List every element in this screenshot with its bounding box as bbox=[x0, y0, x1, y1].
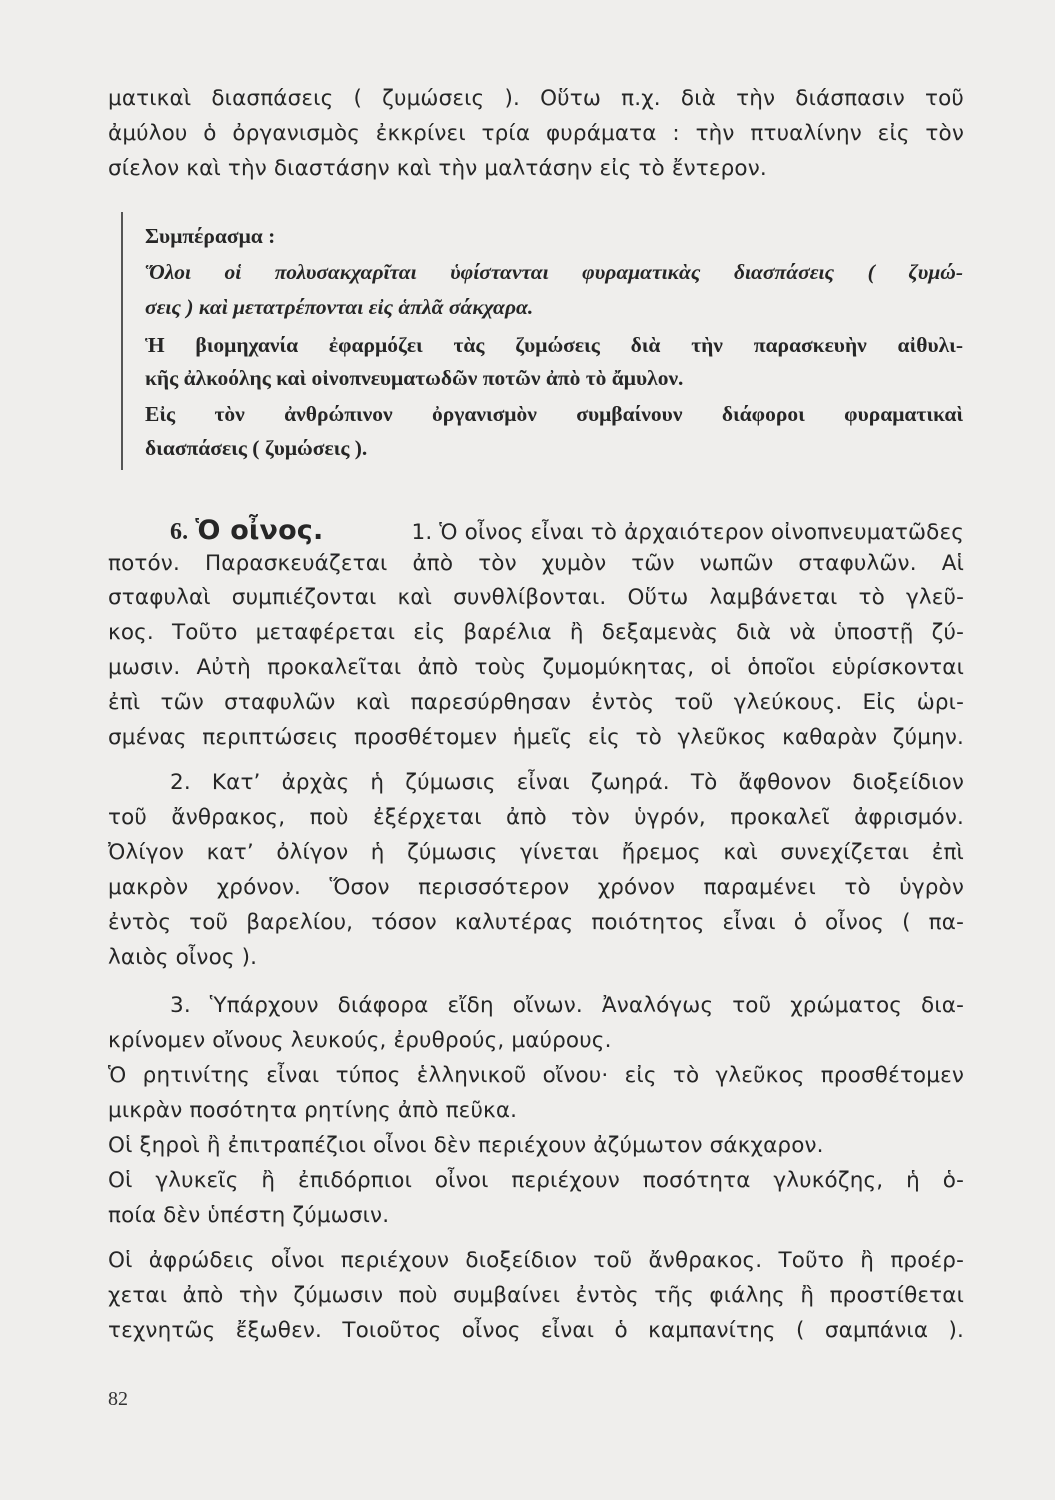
summary-title: Συμπέρασμα : bbox=[145, 224, 276, 248]
body-line: Ὁ ρητινίτης εἶναι τύπος ἑλληνικοῦ οἴνου· εἰς τὸ γλεῦκος προσθέτομεν bbox=[108, 1063, 964, 1088]
body-line: χεται ἀπὸ τὴν ζύμωσιν ποὺ συμβαίνει ἐντὸς τῆς φιάλης ἢ προστίθεται bbox=[108, 1283, 964, 1308]
body-line: κος. Τοῦτο μεταφέρεται εἰς βαρέλια ἢ δεξαμενὰς διὰ νὰ ὑποστῇ ζύ- bbox=[108, 620, 964, 645]
intro-line: ἀμύλου ὁ ὀργανισμὸς ἐκκρίνει τρία φυράματα : τὴν πτυαλίνην εἰς τὸν bbox=[108, 121, 964, 146]
summary-line bbox=[145, 295, 963, 320]
body-line: ποία δὲν ὑπέστη ζύμωσιν. bbox=[108, 1203, 390, 1228]
body-line: μακρὸν χρόνον. Ὅσον περισσότερον χρόνον παραμένει τὸ ὑγρὸν bbox=[108, 875, 964, 900]
body-line: λαιὸς οἶνος ). bbox=[108, 945, 258, 970]
intro-line: σίελον καὶ τὴν διαστάσην καὶ τὴν μαλτάσην εἰς τὸ ἔντερον. bbox=[108, 156, 767, 181]
summary-line bbox=[145, 260, 963, 285]
page-number: 82 bbox=[108, 1388, 128, 1410]
section-heading-label bbox=[170, 515, 337, 546]
body-line: τεχνητῶς ἔξωθεν. Τοιοῦτος οἶνος εἶναι ὁ καμπανίτης ( σαμπάνια ). bbox=[108, 1318, 964, 1343]
body-line: ἐντὸς τοῦ βαρελίου, τόσον καλυτέρας ποιότητος εἶναι ὁ οἶνος ( πα- bbox=[108, 910, 964, 935]
summary-line: διασπάσεις ( ζυμώσεις ). bbox=[145, 436, 368, 460]
summary-line-text: Ὅλοι οἱ πολυσακχαρῖται ὑφίστανται φυραματικὰς διασπάσεις ( ζυμώ- bbox=[145, 260, 963, 284]
body-line: τοῦ ἄνθρακος, ποὺ ἐξέρχεται ἀπὸ τὸν ὑγρόν, προκαλεῖ ἀφρισμόν. bbox=[108, 805, 964, 830]
body-line: ἐπὶ τῶν σταφυλῶν καὶ παρεσύρθησαν ἐντὸς τοῦ γλεύκους. Εἰς ὡρι- bbox=[108, 690, 964, 715]
summary-line-text: σεις ) καὶ μετατρέπονται εἰς ἁπλᾶ σάκχαρα. bbox=[145, 295, 534, 319]
section-heading bbox=[170, 515, 964, 546]
summary-line: κῆς ἀλκοόλης καὶ οἰνοπνευματωδῶν ποτῶν ἀπὸ τὸ ἄμυλον. bbox=[145, 366, 684, 390]
body-line: κρίνομεν οἴνους λευκούς, ἐρυθρούς, μαύρους. bbox=[108, 1028, 612, 1053]
body-line: μωσιν. Αὐτὴ προκαλεῖται ἀπὸ τοὺς ζυμομύκητας, οἱ ὁποῖοι εὑρίσκονται bbox=[108, 655, 964, 680]
summary-line: Εἰς τὸν ἀνθρώπινον ὀργανισμὸν συμβαίνουν διάφοροι φυραματικαὶ bbox=[145, 402, 963, 426]
summary-line: Ἡ βιομηχανία ἐφαρμόζει τὰς ζυμώσεις διὰ τὴν παρασκευὴν αἰθυλι- bbox=[145, 333, 963, 357]
section-title: Ὁ οἶνος. bbox=[195, 515, 324, 546]
body-line: Οἱ ξηροὶ ἢ ἐπιτραπέζιοι οἶνοι δὲν περιέχουν ἀζύμωτον σάκχαρον. bbox=[108, 1133, 824, 1158]
body-line: μικρὰν ποσότητα ρητίνης ἀπὸ πεῦκα. bbox=[108, 1098, 518, 1123]
body-line: 2. Κατ’ ἀρχὰς ἡ ζύμωσις εἶναι ζωηρά. Τὸ ἄφθονον διοξείδιον bbox=[170, 770, 964, 795]
section-number: 6. bbox=[170, 519, 189, 545]
body-line: σμένας περιπτώσεις προσθέτομεν ἡμεῖς εἰς τὸ γλεῦκος καθαρὰν ζύμην. bbox=[108, 725, 964, 750]
body-line: Οἱ ἀφρώδεις οἶνοι περιέχουν διοξείδιον τοῦ ἄνθρακος. Τοῦτο ἢ προέρ- bbox=[108, 1248, 964, 1273]
intro-line: ματικαὶ διασπάσεις ( ζυμώσεις ). Οὕτω π.χ. διὰ τὴν διάσπασιν τοῦ bbox=[108, 86, 964, 111]
body-line: σταφυλαὶ συμπιέζονται καὶ συνθλίβονται. Οὕτω λαμβάνεται τὸ γλεῦ- bbox=[108, 585, 964, 610]
body-line: Οἱ γλυκεῖς ἢ ἐπιδόρπιοι οἶνοι περιέχουν ποσότητα γλυκόζης, ἡ ὁ- bbox=[108, 1168, 964, 1193]
body-line: Ὀλίγον κατ’ ὀλίγον ἡ ζύμωσις γίνεται ἤρεμος καὶ συνεχίζεται ἐπὶ bbox=[108, 840, 964, 865]
body-line: 3. Ὑπάρχουν διάφορα εἴδη οἴνων. Ἀναλόγως τοῦ χρώματος δια- bbox=[170, 993, 964, 1018]
section-first-line: 1. Ὁ οἶνος εἶναι τὸ ἀρχαιότερον οἰνοπνευματῶδες bbox=[411, 520, 964, 545]
summary-margin-rule bbox=[121, 212, 123, 470]
body-line: ποτόν. Παρασκευάζεται ἀπὸ τὸν χυμὸν τῶν νωπῶν σταφυλῶν. Αἱ bbox=[108, 551, 964, 576]
